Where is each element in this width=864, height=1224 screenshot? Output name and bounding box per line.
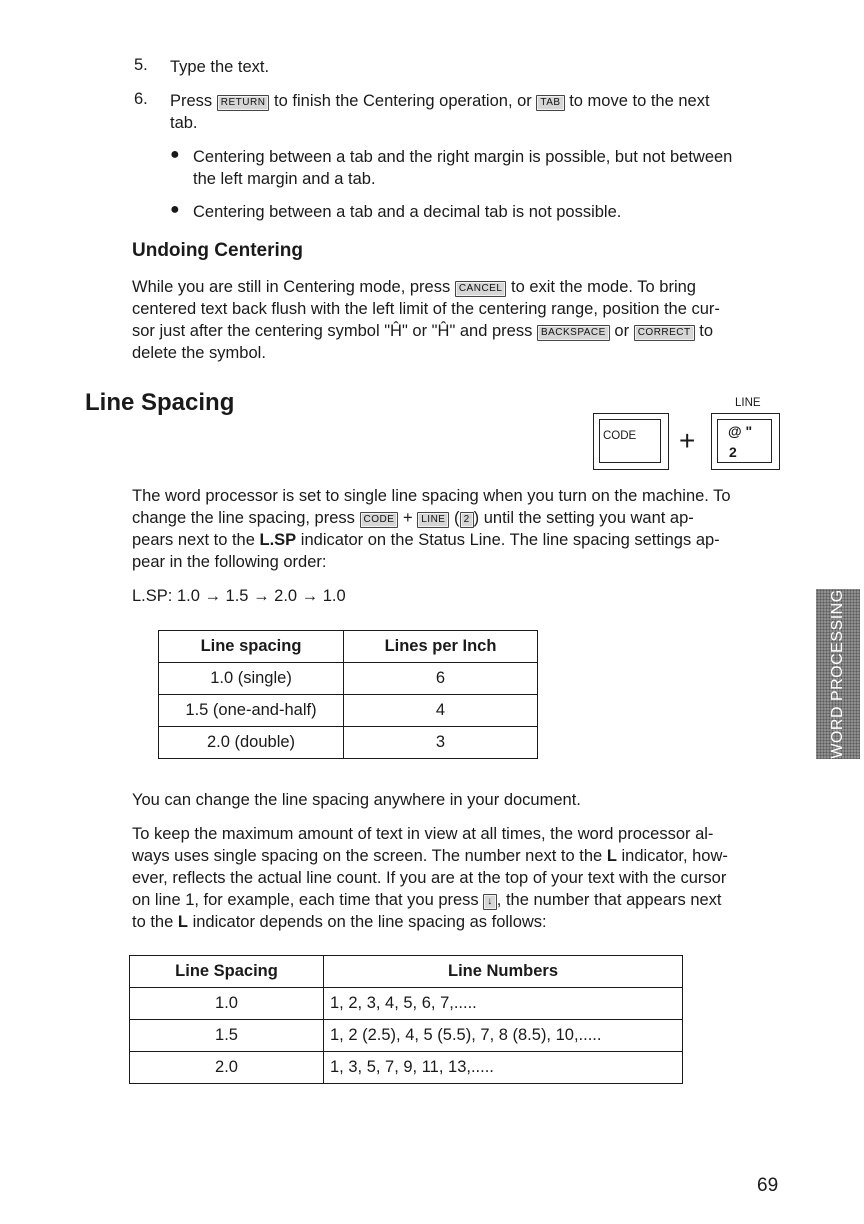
undo-text: sor just after the centering symbol "Ĥ" or "Ĥ" and press (132, 322, 533, 340)
para3-line1: To keep the maximum amount of text in view at all times, the word processor al- (132, 825, 714, 843)
bullet-1-line2: the left margin and a tab. (193, 170, 376, 188)
line-key-inline: LINE (417, 512, 449, 528)
table-cell: 1, 2 (2.5), 4, 5 (5.5), 7, 8 (8.5), 10,..... (324, 1020, 683, 1052)
table-cell: 1.5 (130, 1020, 324, 1052)
table-cell: 2.0 (double) (159, 727, 344, 759)
step-5-number: 5. (134, 56, 148, 74)
ls-text: indicator on the Status Line. The line spacing settings ap- (300, 531, 720, 549)
undo-line3 (132, 320, 713, 343)
line-spacing-heading: Line Spacing (85, 389, 235, 416)
table-cell: 1, 3, 5, 7, 9, 11, 13,..... (324, 1052, 683, 1084)
table-header-row (130, 956, 683, 988)
table-header: Line Spacing (130, 956, 324, 988)
table-row (159, 663, 538, 695)
table-row (159, 695, 538, 727)
ls-para-line4: pear in the following order: (132, 553, 327, 571)
line-2-key-icon (711, 413, 780, 470)
para3-line4 (132, 889, 722, 912)
table-header: Line spacing (159, 631, 344, 663)
table-cell: 1.5 (one-and-half) (159, 695, 344, 727)
line-numbers-table (129, 955, 683, 1084)
word-processing-side-tab (816, 589, 860, 759)
code-key-icon (593, 413, 669, 470)
ls-text: pears next to the (132, 531, 255, 549)
backspace-key: BACKSPACE (537, 325, 610, 341)
tab-key: TAB (536, 95, 564, 111)
ls-text: until the setting you want ap- (483, 509, 694, 527)
table-cell: 1.0 (130, 988, 324, 1020)
undo-line1 (132, 276, 696, 299)
table-header: Lines per Inch (344, 631, 538, 663)
side-tab-label: WORD PROCESSING (829, 589, 846, 759)
table-row (130, 1052, 683, 1084)
table-header: Line Numbers (324, 956, 683, 988)
l-indicator-bold: L (606, 847, 617, 865)
undo-text: or (614, 322, 630, 340)
ls-text: change the line spacing, press (132, 509, 355, 527)
code-key-inline: CODE (360, 512, 399, 528)
down-arrow-key: ↓ (483, 894, 497, 910)
para3-text: , the number that appears next (496, 891, 722, 909)
step-6-post: to move to the next (569, 92, 710, 110)
bullet-1-line1: Centering between a tab and the right margin is possible, but not between (193, 148, 733, 166)
two-label: 2 (729, 444, 737, 460)
ls-para-line1: The word processor is set to single line spacing when you turn on the machine. To (132, 487, 731, 505)
para3-text: on line 1, for example, each time that you press (132, 891, 479, 909)
undo-line4: delete the symbol. (132, 344, 266, 362)
undo-line2: centered text back flush with the left limit of the centering range, position the cur- (132, 300, 720, 318)
lsp-order: L.SP: 1.0 → 1.5 → 2.0 → 1.0 (132, 587, 346, 605)
step-6-continuation: tab. (170, 114, 198, 132)
undo-text: to (699, 322, 713, 340)
line-spacing-table (158, 630, 538, 759)
table-cell: 2.0 (130, 1052, 324, 1084)
ls-para-line3 (132, 529, 720, 552)
undo-text: to exit the mode. To bring (511, 278, 696, 296)
table-cell: 1, 2, 3, 4, 5, 6, 7,..... (324, 988, 683, 1020)
bullet-dot-icon: ● (170, 146, 180, 163)
para3-text: ways uses single spacing on the screen. The number next to the (132, 847, 603, 865)
para3-text: indicator, how- (621, 847, 728, 865)
code-key-label: CODE (603, 430, 637, 442)
undo-text: While you are still in Centering mode, press (132, 278, 451, 296)
para3-line2 (132, 845, 728, 868)
correct-key: CORRECT (634, 325, 695, 341)
table-cell: 3 (344, 727, 538, 759)
para3-text: indicator depends on the line spacing as follows: (192, 913, 547, 931)
para3-line5 (132, 911, 547, 934)
two-key-inline: 2 (460, 512, 474, 528)
step-5-text: Type the text. (170, 58, 270, 76)
line-key-caption: LINE (735, 397, 761, 409)
step-6-pre: Press (170, 92, 213, 110)
table-cell: 4 (344, 695, 538, 727)
bullet-dot-icon: ● (170, 201, 180, 218)
para-anywhere: You can change the line spacing anywhere in your document. (132, 791, 581, 809)
bullet-2-line1: Centering between a tab and a decimal tab is not possible. (193, 203, 622, 221)
undoing-centering-heading: Undoing Centering (132, 240, 303, 261)
step-6-number: 6. (134, 90, 148, 108)
table-row (130, 988, 683, 1020)
para3-line3: ever, reflects the actual line count. If you are at the top of your text with the cursor (132, 869, 727, 887)
page-number: 69 (757, 1175, 779, 1196)
table-cell: 6 (344, 663, 538, 695)
plus-sign: + (679, 425, 696, 456)
table-cell: 1.0 (single) (159, 663, 344, 695)
l-indicator-bold: L (177, 913, 188, 931)
ls-para-line2: change the line spacing, press CODE + LINE ( 2 ) until the setting you want ap- (132, 509, 694, 527)
para3-text: to the (132, 913, 174, 931)
table-row (159, 727, 538, 759)
lsp-indicator-bold: L.SP (259, 531, 297, 549)
ls-plus: + (403, 509, 413, 527)
cancel-key: CANCEL (455, 281, 507, 297)
table-header-row (159, 631, 538, 663)
return-key: RETURN (217, 95, 270, 111)
step-6-mid: to finish the Centering operation, or (274, 92, 532, 110)
at-quote-label: @ " (728, 423, 753, 439)
table-row (130, 1020, 683, 1052)
step-6-line1 (170, 90, 710, 113)
